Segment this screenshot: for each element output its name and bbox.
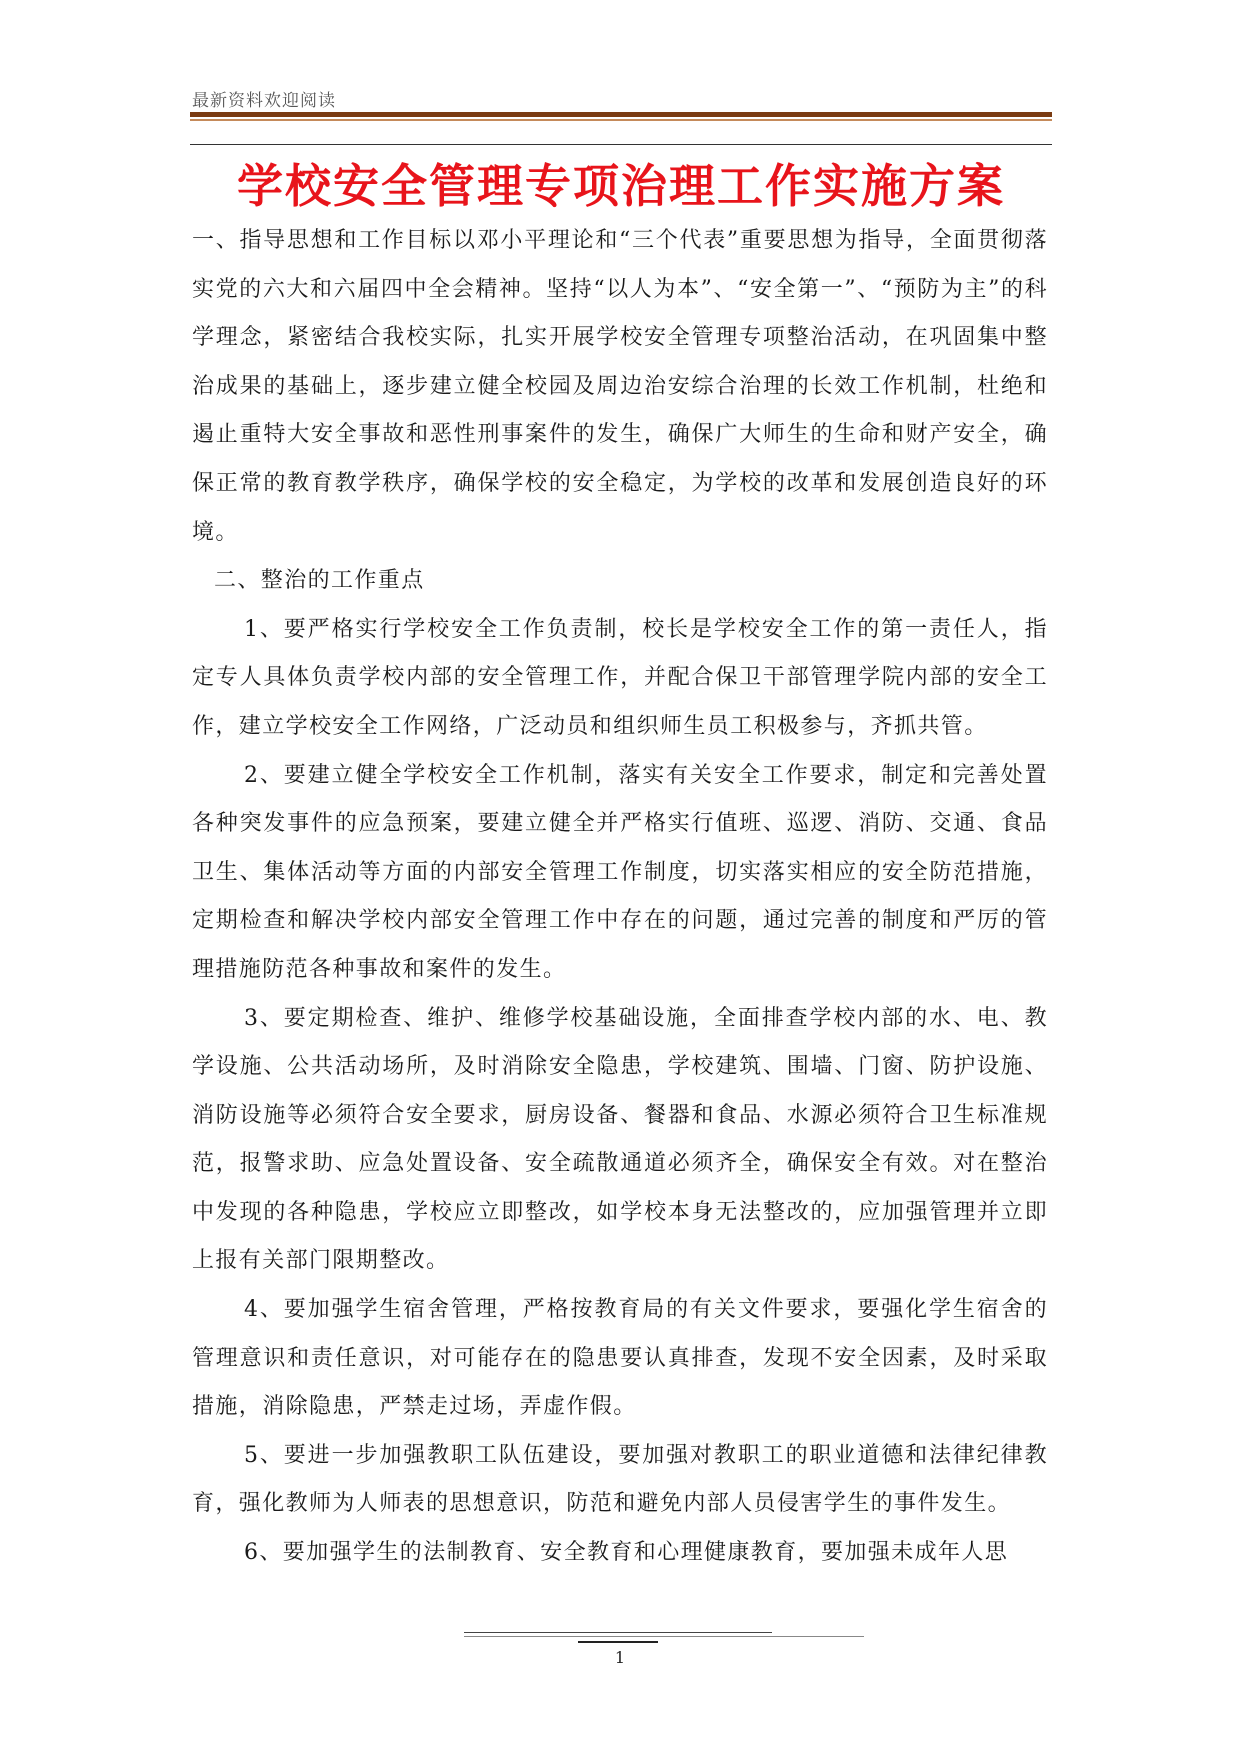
footer-rule-accent <box>578 1641 658 1643</box>
paragraph-item-5: 5、要进一步加强教职工队伍建设，要加强对教职工的职业道德和法律纪律教育，强化教师为人师表的思想意识，防范和避免内部人员侵害学生的事件发生。 <box>192 1442 1048 1517</box>
paragraph-item-1: 1、要严格实行学校安全工作负责制，校长是学校安全工作的第一责任人，指定专人具体负责学校内部的安全管理工作，并配合保卫干部管理学院内部的安全工作，建立学校安全工作网络，广泛动员和组织师生员工积极参与，齐抓共管。 <box>192 616 1048 739</box>
page-number: 1 <box>614 1648 626 1667</box>
footer-rule <box>464 1632 772 1633</box>
header-rule-thick <box>190 112 1052 117</box>
paragraph-item-2: 2、要建立健全学校安全工作机制，落实有关安全工作要求，制定和完善处置各种突发事件的应急预案，要建立健全并严格实行值班、巡逻、消防、交通、食品卫生、集体活动等方面的内部安全管理工作制度，切实落实相应的安全防范措施，定期检查和解决学校内部安全管理工作中存在的问题，通过完善的制度和严厉的管理措施防范各种事故和案件的发生。 <box>192 762 1048 982</box>
paragraph-guiding-principles: 一、指导思想和工作目标以邓小平理论和“三个代表”重要思想为指导，全面贯彻落实党的六大和六届四中全会精神。坚持“以人为本”、“安全第一”、“预防为主”的科学理念，紧密结合我校实际，扎实开展学校安全管理专项整治活动，在巩固集中整治成果的基础上，逐步建立健全校园及周边治安综合治理的长效工作机制，杜绝和遏止重特大安全事故和恶性刑事案件的发生，确保广大师生的生命和财产安全，确保正常的教育教学秩序，确保学校的安全稳定，为学校的改革和发展创造良好的环境。 <box>192 228 1048 545</box>
title-rule <box>190 144 1052 145</box>
section-heading-focus: 二、整治的工作重点 <box>214 568 425 594</box>
document-body <box>192 217 1048 1578</box>
paragraph-item-3: 3、要定期检查、维护、维修学校基础设施，全面排查学校内部的水、电、教学设施、公共活动场所，及时消除安全隐患，学校建筑、围墙、门窗、防护设施、消防设施等必须符合安全要求，厨房设备、餐器和食品、水源必须符合卫生标准规范，报警求助、应急处置设备、安全疏散通道必须齐全，确保安全有效。对在整治中发现的各种隐患，学校应立即整改，如学校本身无法整改的，应加强管理并立即上报有关部门限期整改。 <box>192 1005 1048 1274</box>
paragraph-item-6: 6、要加强学生的法制教育、安全教育和心理健康教育，要加强未成年人思 <box>244 1540 1009 1566</box>
document-title: 学校安全管理专项治理工作实施方案 <box>237 159 1005 213</box>
paragraph-item-4: 4、要加强学生宿舍管理，严格按教育局的有关文件要求，要强化学生宿舍的管理意识和责任意识，对可能存在的隐患要认真排查，发现不安全因素，及时采取措施，消除隐患，严禁走过场，弄虚作假。 <box>192 1297 1048 1420</box>
header-rule-thin <box>190 119 1052 121</box>
running-header: 最新资料欢迎阅读 <box>192 91 336 111</box>
footer-rule <box>464 1636 864 1637</box>
